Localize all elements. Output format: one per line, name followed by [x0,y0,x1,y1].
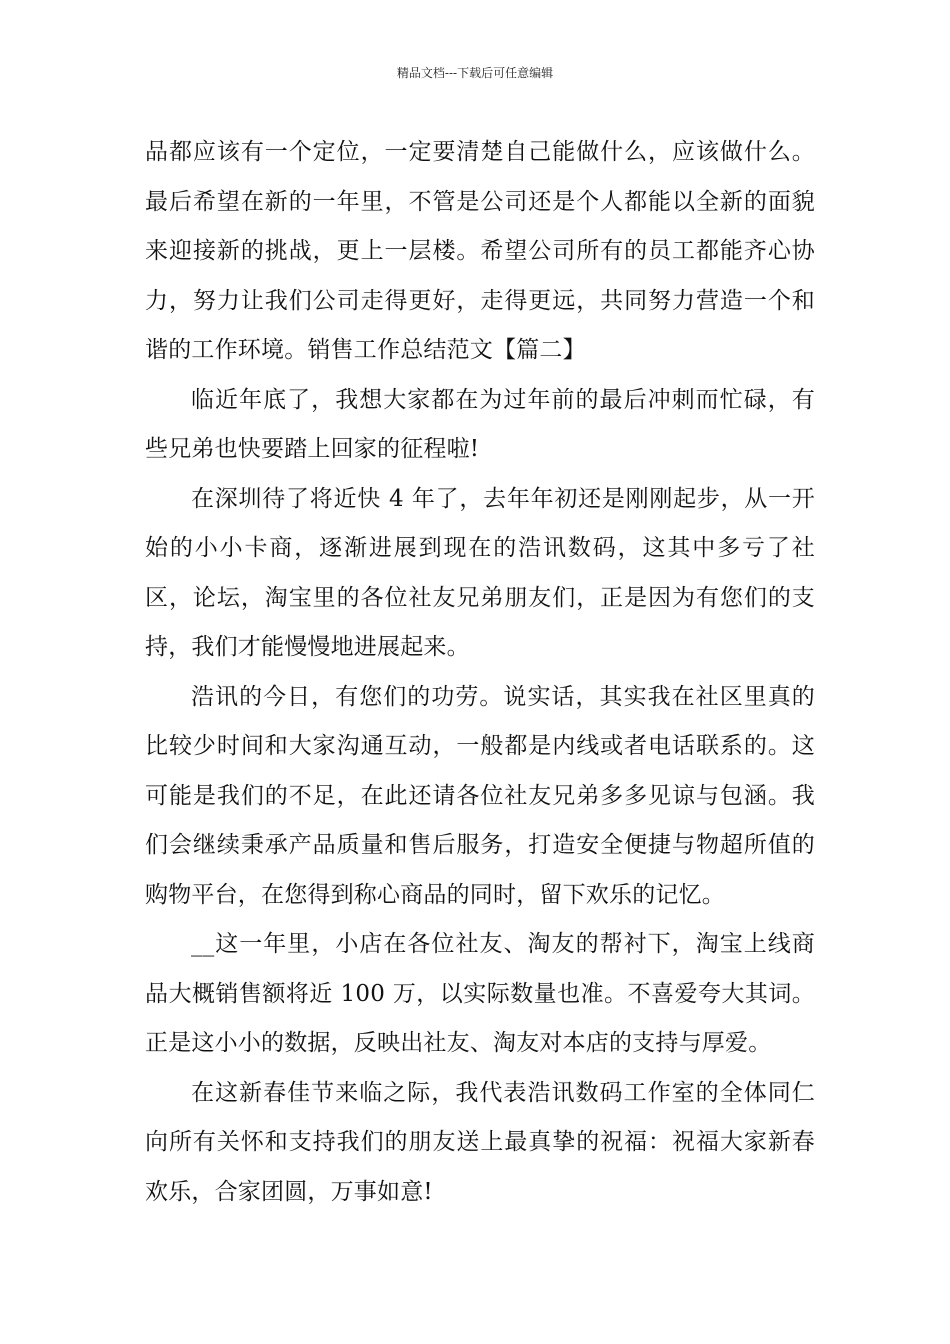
paragraph-1: 品都应该有一个定位，一定要清楚自己能做什么，应该做什么。最后希望在新的一年里，不管是公司还是个人都能以全新的面貌来迎接新的挑战，更上一层楼。希望公司所有的员工都能齐心协力，努力让我们公司走得更好，走得更远，共同努力营造一个和谐的工作环境。销售工作总结范文【篇二】 [145,139,815,363]
paragraph-4: 浩讯的今日，有您们的功劳。说实话，其实我在社区里真的比较少时间和大家沟通互动，一般都是内线或者电话联系的。这可能是我们的不足，在此还请各位社友兄弟多多见谅与包涵。我们会继续秉承产品质量和售后服务，打造安全便捷与物超所值的购物平台，在您得到称心商品的同时，留下欢乐的记忆。 [145,683,815,908]
document-body [145,128,815,1217]
page-header: 精品文档---下载后可任意编辑 [396,66,554,80]
paragraph-5: __这一年里，小店在各位社友、淘友的帮衬下，淘宝上线商品大概销售额将近 100 万，以实际数量也准。不喜爱夸大其词。正是这小小的数据，反映出社友、淘友对本店的支持与厚爱。 [145,931,815,1056]
paragraph-2: 临近年底了，我想大家都在为过年前的最后冲刺而忙碌，有些兄弟也快要踏上回家的征程啦! [145,386,815,462]
paragraph-3: 在深圳待了将近快 4 年了，去年年初还是刚刚起步，从一开始的小小卡商，逐渐进展到现在的浩讯数码，这其中多亏了社区，论坛，淘宝里的各位社友兄弟朋友们，正是因为有您们的支持，我们才能慢慢地进展起来。 [145,485,815,660]
paragraph-6: 在这新春佳节来临之际，我代表浩讯数码工作室的全体同仁向所有关怀和支持我们的朋友送上最真挚的祝福：祝福大家新春欢乐，合家团圆，万事如意! [145,1079,815,1205]
